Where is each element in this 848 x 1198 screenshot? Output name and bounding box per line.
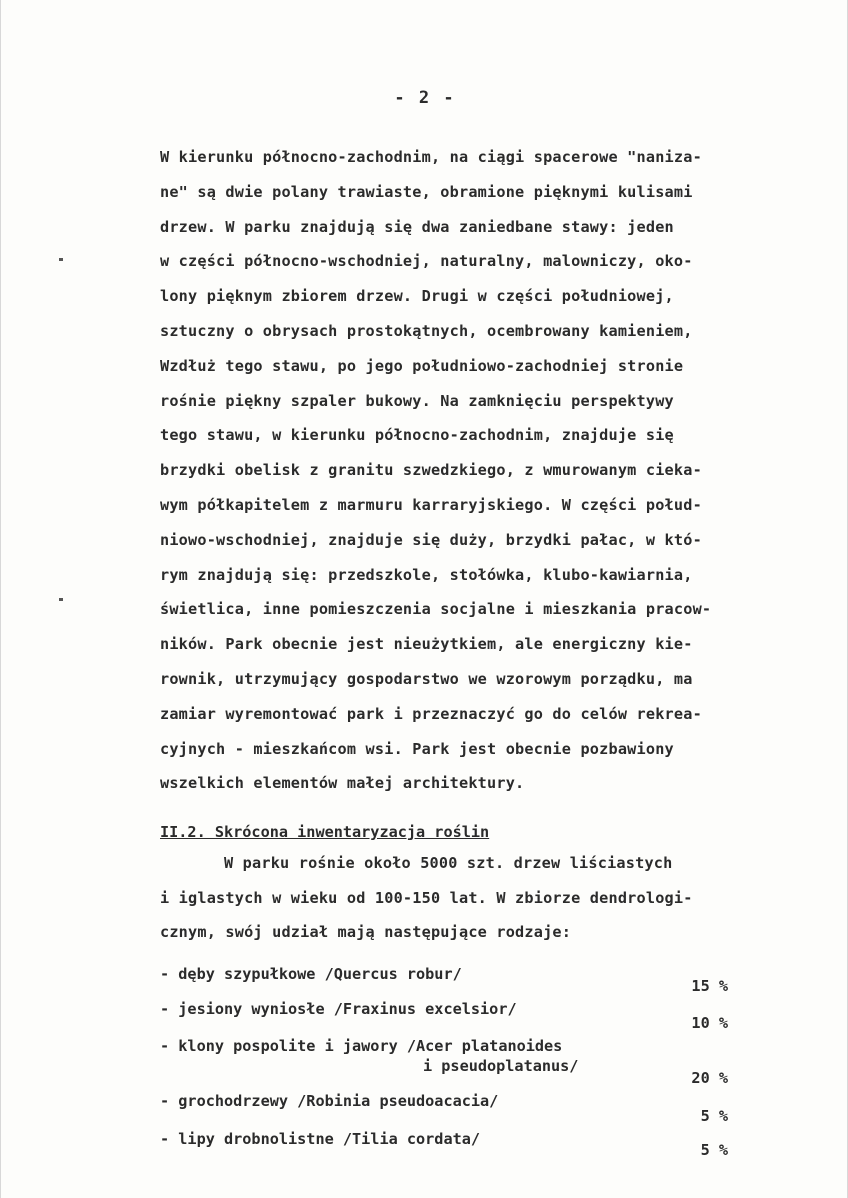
species-item [160,1129,740,1163]
text-line: sztuczny o obrysach prostokątnych, ocembrowany kamieniem, [160,321,693,340]
text-line: rownik, utrzymujący gospodarstwo we wzorowym porządku, ma [160,669,693,688]
text-line: Wzdłuż tego stawu, po jego południowo-zachodniej stronie [160,356,684,375]
species-percent: 5 % [700,1107,728,1125]
text-line: w części północno-wschodniej, naturalny, malowniczy, oko- [160,252,693,271]
text-line: W parku rośnie około 5000 szt. drzew liściastych [224,854,673,872]
text-line: cznym, swój udział mają następujące rodzaje: [160,923,572,941]
text-line: drzew. W parku znajdują się dwa zaniedbane stawy: jeden [160,217,674,236]
species-name [160,1036,578,1076]
text-line: tego stawu, w kierunku północno-zachodnim, znajduje się [160,426,674,445]
body-paragraph [160,140,800,801]
species-item [160,1036,740,1091]
text-line: ne" są dwie polany trawiaste, obramione pięknymi kulisami [160,182,693,201]
text-line: zamiar wyremontować park i przeznaczyć go do celów rekrea- [160,704,702,723]
species-item [160,958,740,999]
species-percent: 15 % [691,977,728,995]
text-line: rośnie piękny szpaler bukowy. Na zamknięciu perspektywy [160,391,674,410]
species-item [160,1091,740,1129]
species-percent: 5 % [700,1141,728,1159]
text-line: rym znajdują się: przedszkole, stołówka, klubo-kawiarnia, [160,565,693,584]
text-line: W kierunku północno-zachodnim, na ciągi spacerowe "naniza- [160,148,702,166]
species-percent: 10 % [691,1014,728,1032]
species-name: - dęby szypułkowe /Quercus robur/ [160,965,462,983]
margin-mark [59,258,63,261]
text-line: brzydki obelisk z granitu szwedzkiego, z wmurowanym cieka- [160,461,702,480]
species-item [160,999,740,1036]
margin-mark [59,598,63,601]
text-line: świetlica, inne pomieszczenia socjalne i mieszkania pracow- [160,600,712,619]
text-line: i iglastych w wieku od 100-150 lat. W zbiorze dendrologi- [160,888,693,907]
text-line: cyjnych - mieszkańcom wsi. Park jest obecnie pozbawiony [160,739,674,758]
species-percent: 20 % [691,1069,728,1087]
species-name-line: - klony pospolite i jawory /Acer platanoides [160,1037,563,1055]
text-line: wszelkich elementów małej architektury. [160,774,525,793]
page-number: - 2 - [394,88,456,108]
species-name: - grochodrzewy /Robinia pseudoacacia/ [160,1092,499,1110]
text-line: lony pięknym zbiorem drzew. Drugi w części południowej, [160,287,674,306]
species-name: - lipy drobnolistne /Tilia cordata/ [160,1130,481,1148]
text-line: niowo-wschodniej, znajduje się duży, brzydki pałac, w któ- [160,530,702,549]
species-list [160,958,740,1163]
text-line: wym półkapitelem z marmuru karraryjskiego. W części połud- [160,495,702,514]
species-name: - jesiony wyniosłe /Fraxinus excelsior/ [160,1000,517,1018]
species-name-line: i pseudoplatanus/ [423,1057,579,1075]
text-line: ników. Park obecnie jest nieużytkiem, ale energiczny kie- [160,635,693,654]
intro-paragraph [160,846,800,950]
section-heading: II.2. Skrócona inwentaryzacja roślin [160,823,490,841]
